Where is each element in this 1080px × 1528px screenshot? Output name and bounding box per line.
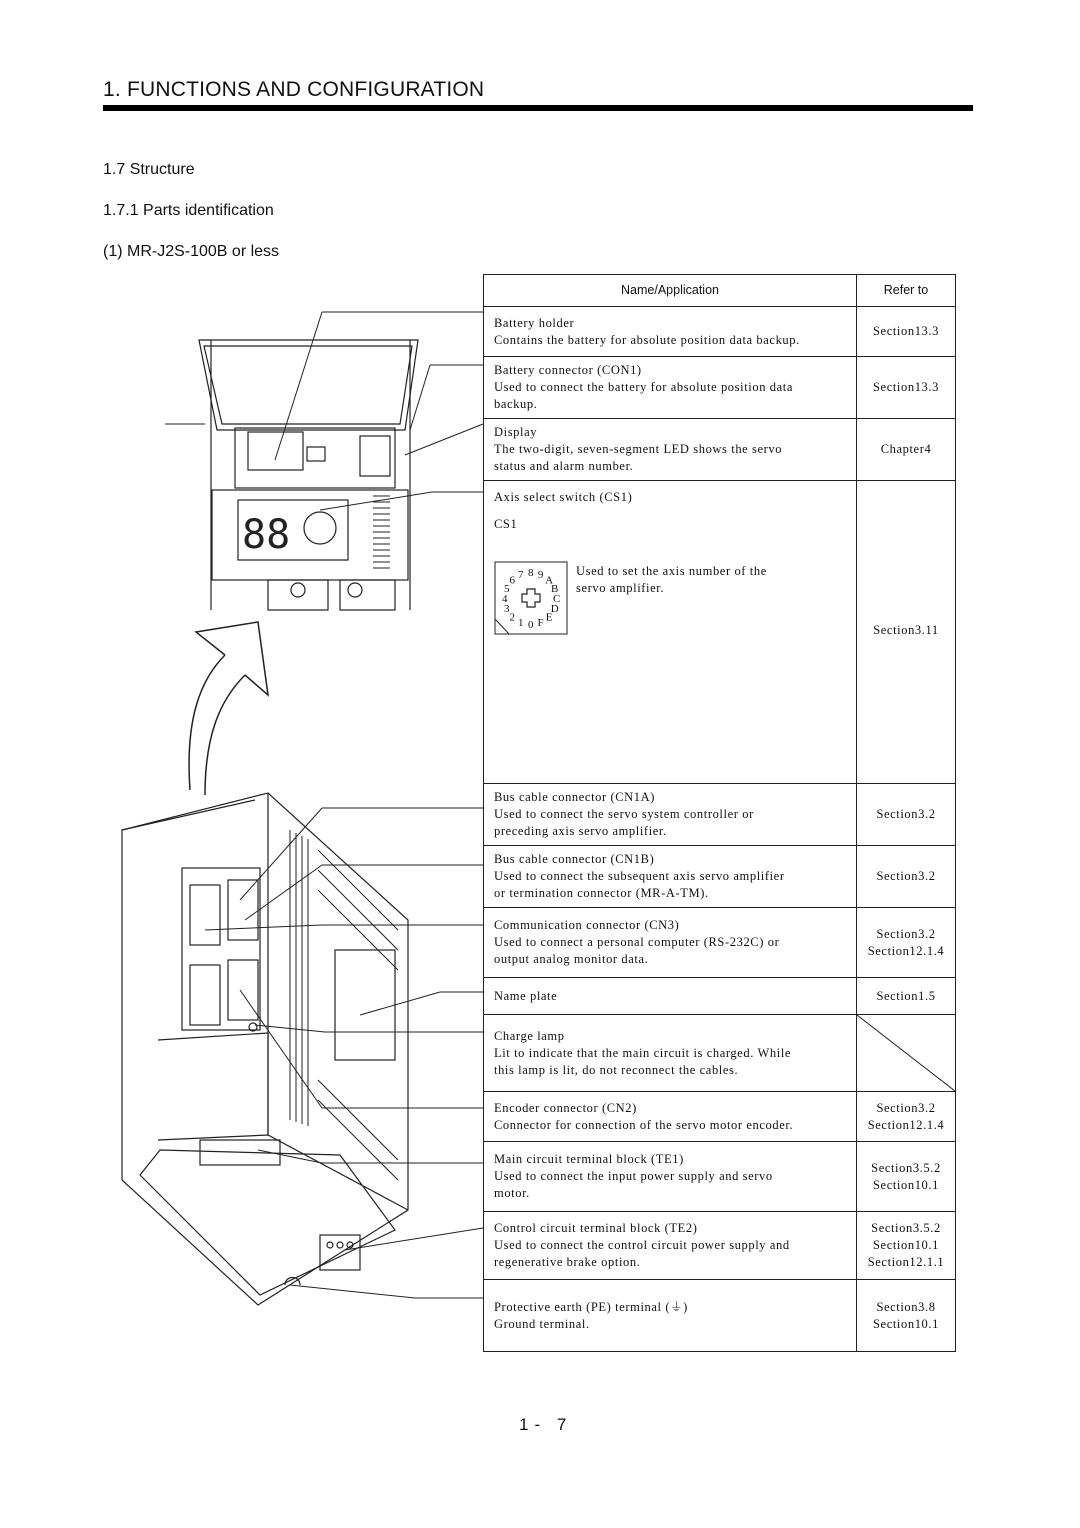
row-title: Bus cable connector (CN1B) xyxy=(494,852,655,866)
row-desc: Used to connect the battery for absolute position data xyxy=(494,380,793,394)
table-row xyxy=(484,978,956,1015)
dial-char: 9 xyxy=(537,569,544,581)
ref-link[interactable]: Section3.8 xyxy=(876,1299,936,1314)
ref-link[interactable]: Section3.5.2 xyxy=(871,1160,941,1175)
row-desc: Used to connect the input power supply and servo xyxy=(494,1169,773,1183)
row-title: Main circuit terminal block (TE1) xyxy=(494,1152,684,1166)
row-title: Battery holder xyxy=(494,315,575,330)
row-title: Bus cable connector (CN1A) xyxy=(494,790,656,804)
row-title: Axis select switch (CS1) xyxy=(494,490,633,504)
chapter-rule xyxy=(103,105,973,111)
ref-link[interactable]: Section3.2 xyxy=(876,807,936,821)
ref-link[interactable]: Section3.2 xyxy=(876,1100,936,1115)
table-row xyxy=(484,908,956,978)
row-desc: Used to connect the control circuit power supply and xyxy=(494,1238,790,1252)
row-desc: or termination connector (MR-A-TM). xyxy=(494,886,709,900)
row-desc: status and alarm number. xyxy=(494,459,634,473)
page-number: 1- 7 xyxy=(519,1415,573,1434)
row-desc: Connector for connection of the servo motor encoder. xyxy=(494,1117,794,1132)
parts-table xyxy=(483,274,956,1352)
row-desc: Used to connect the subsequent axis servo amplifier xyxy=(494,869,785,883)
subsection-heading: 1.7.1 Parts identification xyxy=(103,202,274,219)
row-title: Charge lamp xyxy=(494,1028,565,1043)
chapter-title: 1. FUNCTIONS AND CONFIGURATION xyxy=(103,78,485,101)
ref-link[interactable]: Section10.1 xyxy=(873,1238,939,1252)
row-desc: regenerative brake option. xyxy=(494,1255,641,1269)
cs1-desc-line1: Used to set the axis number of the xyxy=(576,564,767,578)
leader-lines xyxy=(165,312,483,1298)
ref-link[interactable]: Section12.1.4 xyxy=(867,943,945,958)
table-row xyxy=(484,784,956,846)
row-title: Encoder connector (CN2) xyxy=(494,1100,637,1115)
front-panel-enlarged xyxy=(199,340,418,610)
table-row xyxy=(484,1280,956,1352)
row-desc: backup. xyxy=(494,397,538,411)
table-row xyxy=(484,357,956,419)
row-desc: this lamp is lit, do not reconnect the cables. xyxy=(494,1062,739,1077)
dial-char: 0 xyxy=(527,619,535,631)
table-row xyxy=(484,1142,956,1212)
table-row xyxy=(484,1092,956,1142)
dial-char: E xyxy=(545,611,554,624)
row-title: Protective earth (PE) terminal (⏚) xyxy=(494,1299,688,1314)
ref-link[interactable]: Section3.11 xyxy=(873,623,939,637)
row-desc: Used to connect the servo system controller or xyxy=(494,807,754,821)
row-title: Name plate xyxy=(494,988,558,1003)
not-applicable-slash xyxy=(857,1015,955,1091)
cs1-desc xyxy=(576,563,767,597)
dial-char: C xyxy=(553,593,561,605)
ref-link[interactable]: Section3.2 xyxy=(876,926,936,941)
svg-text:88: 88 xyxy=(242,512,291,558)
row-desc: preceding axis servo amplifier. xyxy=(494,824,667,838)
ref-link[interactable]: Section10.1 xyxy=(873,1316,939,1331)
row-desc: Contains the battery for absolute position data backup. xyxy=(494,332,800,347)
col-ref-header: Refer to xyxy=(857,275,956,307)
row-desc: The two-digit, seven-segment LED shows the servo xyxy=(494,442,783,456)
dial-char: A xyxy=(545,574,554,587)
col-name-header: Name/Application xyxy=(484,275,857,307)
ref-link[interactable]: Section12.1.4 xyxy=(867,1117,945,1132)
dial-char: 2 xyxy=(509,611,516,624)
dial-char: 4 xyxy=(501,593,509,605)
table-row xyxy=(484,1212,956,1280)
ref-link[interactable]: Section3.2 xyxy=(876,869,936,883)
dial-char: 3 xyxy=(503,602,511,615)
row-desc: Ground terminal. xyxy=(494,1316,590,1331)
row-title: Communication connector (CN3) xyxy=(494,918,680,932)
servo-amplifier-diagram xyxy=(100,270,485,1330)
ref-link[interactable]: Chapter4 xyxy=(880,442,932,456)
section-heading: 1.7 Structure xyxy=(103,161,195,178)
amplifier-body xyxy=(122,793,408,1305)
dial-char: 8 xyxy=(527,567,535,579)
ref-link[interactable]: Section13.3 xyxy=(873,324,939,338)
row-desc: Used to connect a personal computer (RS-232C) or xyxy=(494,935,780,949)
row-desc: output analog monitor data. xyxy=(494,952,649,966)
row-desc: Lit to indicate that the main circuit is charged. While xyxy=(494,1045,792,1060)
dial-char: 6 xyxy=(509,574,516,587)
table-row xyxy=(484,481,956,784)
dial-char: D xyxy=(550,602,560,615)
dial-char: B xyxy=(551,583,559,596)
zoom-arrow xyxy=(189,622,268,795)
table-row xyxy=(484,846,956,908)
table-row xyxy=(484,1015,956,1092)
row-title: Battery connector (CON1) xyxy=(494,363,642,377)
ref-link[interactable]: Section10.1 xyxy=(873,1177,939,1192)
ref-link[interactable]: Section13.3 xyxy=(873,380,939,394)
table-row xyxy=(484,419,956,481)
dial-char: 7 xyxy=(518,569,525,581)
row-desc: motor. xyxy=(494,1186,530,1200)
row-title: Display xyxy=(494,425,538,439)
cs1-label: CS1 xyxy=(494,517,518,531)
model-heading: (1) MR-J2S-100B or less xyxy=(103,243,280,260)
dial-char: 1 xyxy=(518,617,525,629)
ref-link[interactable]: Section1.5 xyxy=(876,988,936,1003)
dial-char: F xyxy=(537,617,545,629)
table-row xyxy=(484,307,956,357)
dial-char: 5 xyxy=(503,583,511,596)
cs1-desc-line2: servo amplifier. xyxy=(576,581,665,595)
row-title: Control circuit terminal block (TE2) xyxy=(494,1221,698,1235)
ref-link[interactable]: Section12.1.1 xyxy=(867,1255,945,1269)
ref-link[interactable]: Section3.5.2 xyxy=(871,1221,941,1235)
axis-select-dial xyxy=(494,561,568,635)
